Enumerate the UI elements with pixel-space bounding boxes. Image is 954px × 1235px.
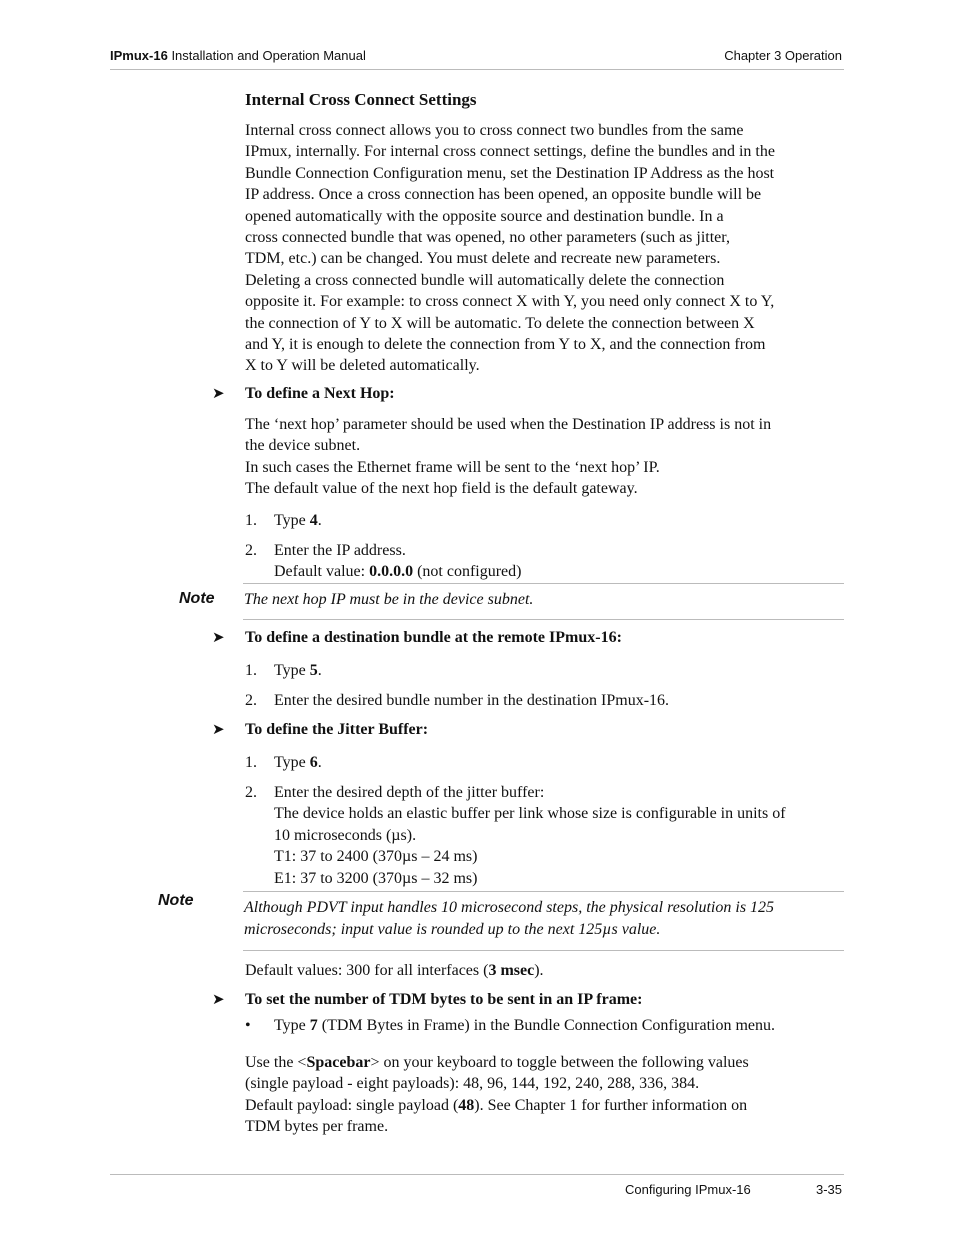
para-text: > on your keyboard to toggle between the following values	[370, 1054, 749, 1071]
note-label: Note	[179, 590, 215, 607]
note-rule-bottom	[243, 619, 844, 620]
para-line: TDM bytes per frame.	[245, 1118, 389, 1136]
step-item	[245, 660, 845, 681]
section-title: Internal Cross Connect Settings	[245, 90, 477, 109]
header-title	[110, 48, 366, 63]
intro-line: X to Y will be deleted automatically.	[245, 357, 480, 375]
procedure-jitter-buffer	[212, 720, 428, 739]
note-rule-top	[243, 891, 844, 892]
note-label: Note	[158, 892, 194, 909]
step-number: 1.	[245, 754, 257, 771]
default-label: Default value:	[274, 563, 370, 581]
note-line: Although PDVT input handles 10 microsecond steps, the physical resolution is 125	[244, 899, 775, 916]
step-text: Enter the desired depth of the jitter buffer:	[274, 784, 545, 801]
bullet-text: Type	[274, 1017, 310, 1034]
header-manual: Installation and Operation Manual	[171, 48, 366, 63]
footer-rule	[110, 1174, 844, 1175]
default-label: Default values: 300 for all interfaces (	[245, 962, 489, 979]
step-text: Type	[274, 512, 310, 529]
step-number: 2.	[245, 692, 257, 709]
step-line: E1: 37 to 3200 (370µs – 32 ms)	[274, 869, 478, 887]
jitter-default	[245, 960, 845, 981]
step-item	[245, 782, 845, 889]
default-value: 0.0.0.0	[369, 563, 414, 581]
default-value: 3 msec	[488, 962, 535, 979]
intro-line: IPmux, internally. For internal cross connect settings, define the bundles and in the	[245, 143, 775, 161]
key-name: Spacebar	[306, 1054, 371, 1071]
note-rule-bottom	[243, 950, 844, 951]
para-line: The ‘next hop’ parameter should be used when the Destination IP address is not in	[245, 416, 772, 433]
step-text: .	[317, 512, 322, 529]
procedure-destination-bundle	[212, 628, 622, 647]
step-text: Type	[274, 662, 310, 679]
default-note: ).	[534, 962, 544, 979]
procedure-next-hop	[212, 384, 395, 403]
step-key: 6	[309, 754, 318, 771]
intro-line: cross connected bundle that was opened, no other parameters (such as jitter,	[245, 229, 730, 247]
default-value: 48	[458, 1096, 475, 1114]
step-text: .	[317, 754, 322, 771]
step-key: 4	[309, 512, 318, 529]
para-text: Default payload: single payload (	[245, 1096, 459, 1114]
para-line: The default value of the next hop field is the default gateway.	[245, 480, 638, 498]
bullet-icon: •	[245, 1017, 251, 1034]
footer-section: Configuring IPmux-16	[625, 1182, 751, 1197]
intro-line: TDM, etc.) can be changed. You must delete and recreate new parameters.	[245, 250, 721, 268]
step-text: Enter the IP address.	[274, 542, 406, 559]
intro-line: and Y, it is enough to delete the connection from Y to X, and the connection from	[245, 336, 766, 354]
step-line: T1: 37 to 2400 (370µs – 24 ms)	[274, 848, 478, 866]
step-key: 5	[309, 662, 318, 679]
step-number: 2.	[245, 542, 257, 559]
step-line: 10 microseconds (µs).	[274, 826, 417, 844]
bullet-key: 7	[309, 1017, 318, 1034]
step-text: Enter the desired bundle number in the destination IPmux-16.	[274, 692, 670, 709]
header-chapter: Chapter 3 Operation	[724, 48, 842, 63]
intro-line: IP address. Once a cross connection has been opened, an opposite bundle will be	[245, 186, 762, 204]
bullet-text: (TDM Bytes in Frame) in the Bundle Connection Configuration menu.	[317, 1017, 776, 1034]
arrow-icon: ➤	[212, 628, 225, 646]
bullet-item	[245, 1017, 775, 1035]
step-text: Type	[274, 754, 310, 771]
procedure-heading: To set the number of TDM bytes to be sent in an IP frame:	[245, 991, 643, 1008]
note-rule-top	[243, 583, 844, 584]
step-number: 2.	[245, 784, 257, 801]
step-item	[245, 510, 845, 531]
step-item	[245, 690, 845, 711]
intro-line: Bundle Connection Configuration menu, set the Destination IP Address as the host	[245, 164, 775, 182]
para-line: In such cases the Ethernet frame will be sent to the ‘next hop’ IP.	[245, 458, 660, 476]
next-hop-paragraph	[245, 414, 845, 500]
step-item	[245, 540, 845, 583]
step-number: 1.	[245, 512, 257, 529]
arrow-icon: ➤	[212, 990, 225, 1008]
intro-line: opened automatically with the opposite source and destination bundle. In a	[245, 207, 724, 225]
footer-page-number: 3-35	[815, 1182, 842, 1197]
intro-line: the connection of Y to X will be automatic. To delete the connection between X	[245, 314, 755, 332]
header-rule	[110, 69, 844, 70]
para-line	[245, 1052, 845, 1073]
note-text	[244, 897, 844, 941]
note-line: microseconds; input value is rounded up to the next 125µs value.	[244, 921, 661, 938]
step-item	[245, 752, 845, 773]
para-text: ). See Chapter 1 for further information on	[474, 1096, 748, 1114]
arrow-icon: ➤	[212, 384, 225, 402]
tdm-paragraph	[245, 1052, 845, 1138]
para-line: the device subnet.	[245, 437, 361, 455]
arrow-icon: ➤	[212, 720, 225, 738]
intro-line: Internal cross connect allows you to cross connect two bundles from the same	[245, 122, 744, 139]
procedure-heading: To define a Next Hop:	[245, 385, 395, 402]
intro-line: opposite it. For example: to cross connect X with Y, you need only connect X to Y,	[245, 293, 775, 311]
note-text: The next hop IP must be in the device subnet.	[244, 591, 534, 608]
default-note: (not configured)	[413, 563, 522, 581]
header-product: IPmux-16	[110, 48, 168, 63]
para-text: Use the <	[245, 1054, 307, 1071]
step-line: The device holds an elastic buffer per link whose size is configurable in units of	[274, 805, 786, 823]
para-line: (single payload - eight payloads): 48, 96, 144, 192, 240, 288, 336, 384.	[245, 1075, 700, 1093]
step-number: 1.	[245, 662, 257, 679]
para-line	[245, 1095, 845, 1116]
procedure-heading: To define a destination bundle at the remote IPmux-16:	[245, 629, 622, 646]
procedure-heading: To define the Jitter Buffer:	[245, 721, 429, 738]
step-text: .	[317, 662, 322, 679]
intro-paragraph	[245, 120, 845, 377]
intro-line: Deleting a cross connected bundle will automatically delete the connection	[245, 271, 725, 289]
procedure-tdm-bytes	[212, 990, 642, 1009]
